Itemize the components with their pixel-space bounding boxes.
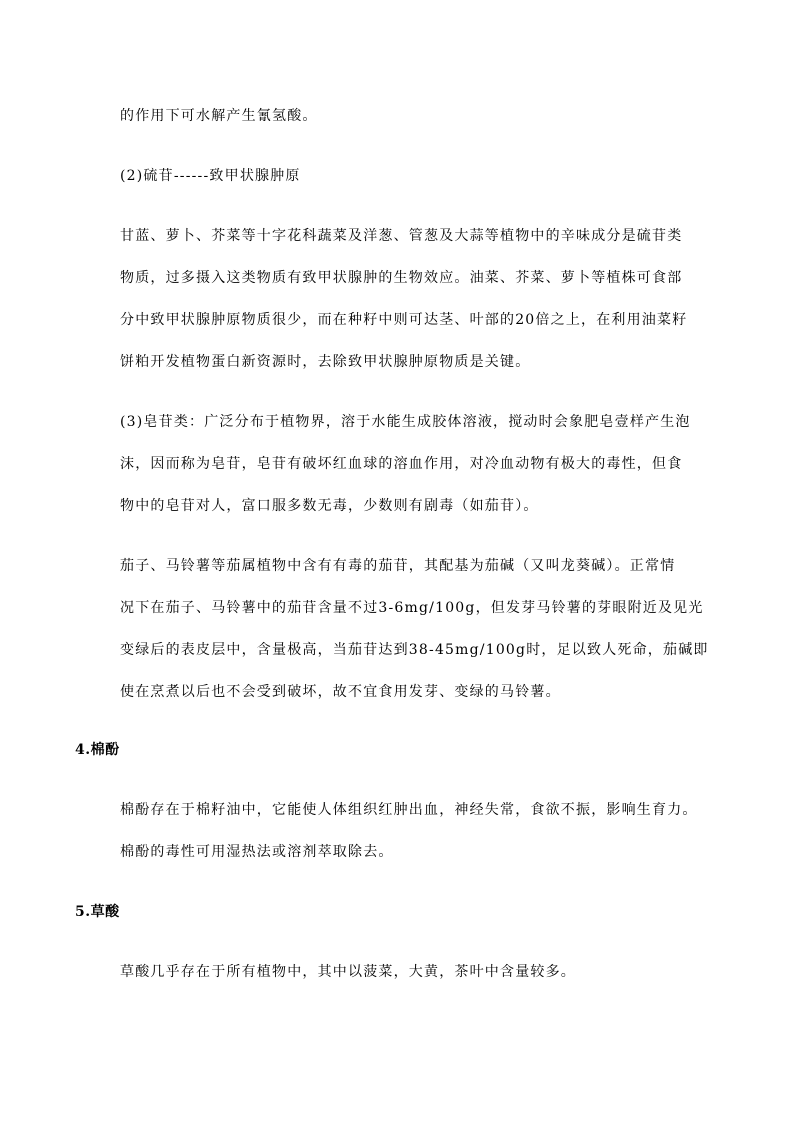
subsection-title-glucosinolate: (2)硫苷------致甲状腺肿原 xyxy=(120,168,301,184)
paragraph-line: 茄子、马铃薯等茄属植物中含有有毒的茄苷，其配基为茄碱（又叫龙葵碱）。正常情 xyxy=(120,558,676,574)
paragraph-line: 物中的皂苷对人，富口服多数无毒，少数则有剧毒（如茄苷）。 xyxy=(120,498,539,514)
paragraph-line: 棉酚的毒性可用湿热法或溶剂萃取除去。 xyxy=(120,844,394,860)
paragraph-line: 棉酚存在于棉籽油中，它能使人体组织红肿出血，神经失常，食欲不振，影响生育力。 xyxy=(120,802,698,818)
section-heading-oxalic-acid: 5.草酸 xyxy=(75,904,120,920)
paragraph-line: 草酸几乎存在于所有植物中，其中以菠菜，大黄，茶叶中含量较多。 xyxy=(120,964,576,980)
paragraph-line: 况下在茄子、马铃薯中的茄苷含量不过3-6mg/100g，但发芽马铃薯的芽眼附近及见光 xyxy=(120,600,704,616)
paragraph-line: 物质，过多摄入这类物质有致甲状腺肿的生物效应。油菜、芥菜、萝卜等植株可食部 xyxy=(120,270,683,286)
paragraph-line: 变绿后的表皮层中，含量极高，当茄苷达到38-45mg/100g时，足以致人死命，茄碱即 xyxy=(120,642,709,658)
paragraph-line: (3)皂苷类：广泛分布于植物界，溶于水能生成胶体溶液，搅动时会象肥皂壹样产生泡 xyxy=(120,414,691,430)
section-heading-gossypol: 4.棉酚 xyxy=(75,742,120,758)
paragraph-line: 的作用下可水解产生氰氢酸。 xyxy=(120,108,318,124)
paragraph-line: 使在烹煮以后也不会受到破坏，故不宜食用发芽、变绿的马铃薯。 xyxy=(120,684,561,700)
paragraph-line: 甘蓝、萝卜、芥菜等十字花科蔬菜及洋葱、管葱及大蒜等植物中的辛味成分是硫苷类 xyxy=(120,228,683,244)
paragraph-line: 饼粕开发植物蛋白新资源时，去除致甲状腺肿原物质是关键。 xyxy=(120,354,531,370)
paragraph-line: 沫，因而称为皂苷，皂苷有破坏红血球的溶血作用，对冷血动物有极大的毒性，但食 xyxy=(120,456,683,472)
paragraph-line: 分中致甲状腺肿原物质很少，而在种籽中则可达茎、叶部的20倍之上，在利用油菜籽 xyxy=(120,312,688,328)
